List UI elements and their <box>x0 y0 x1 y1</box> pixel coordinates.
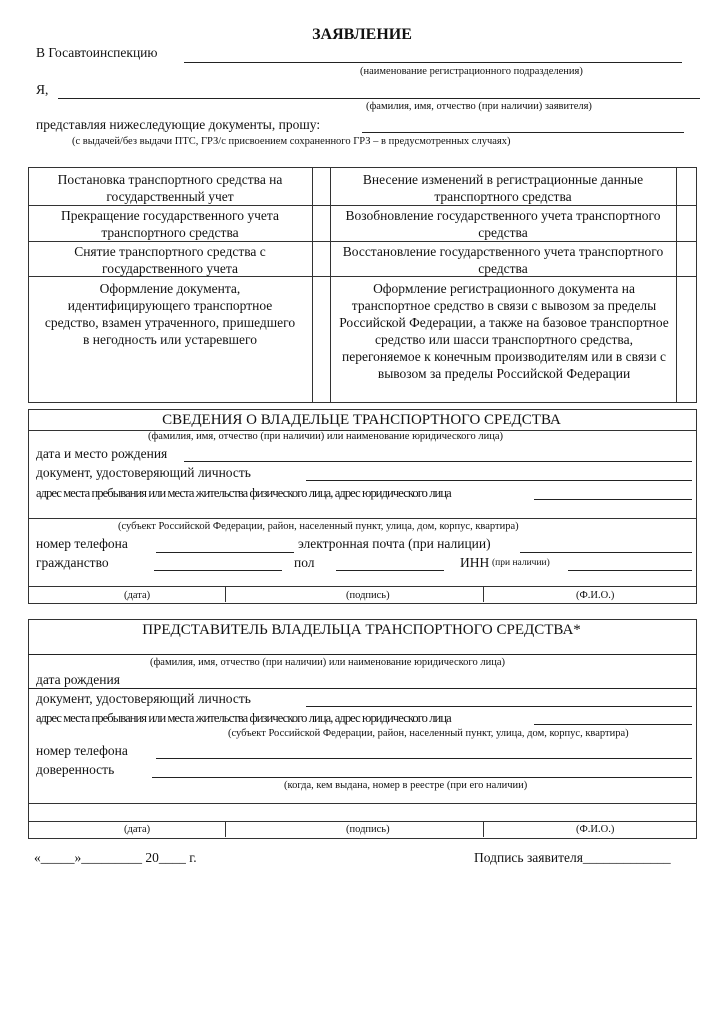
checkbox-export-document[interactable] <box>677 277 695 401</box>
date-line[interactable]: «_____»_________ 20____ г. <box>34 850 197 865</box>
rep-sig-fio: (Ф.И.О.) <box>576 824 615 835</box>
owner-birth-label: дата и место рождения <box>36 446 168 461</box>
applicant-signature[interactable]: Подпись заявителя_____________ <box>474 850 671 865</box>
rep-address-field[interactable] <box>534 724 692 725</box>
owner-name-hint: (фамилия, имя, отчество (при наличии) или наименование юридического лица) <box>148 431 503 442</box>
rep-birth-field[interactable] <box>28 688 697 689</box>
owner-sig-date: (дата) <box>124 590 151 601</box>
checkbox-changes[interactable] <box>677 168 695 205</box>
rep-id-field[interactable] <box>306 706 692 707</box>
rep-birth-label: дата рождения <box>36 672 120 687</box>
rep-address-label: адрес места пребывания или места жительства физического лица, адрес юридического лица <box>36 711 451 725</box>
option-changes: Внесение изменений в регистрационные данные транспортного средства <box>362 172 644 204</box>
checkbox-registration[interactable] <box>313 168 330 205</box>
owner-address-label: адрес места пребывания или места жительства физического лица, адрес юридического лица <box>36 486 451 500</box>
owner-id-label: документ, удостоверяющий личность <box>36 465 251 480</box>
owner-inn-hint: (при наличии) <box>492 558 550 568</box>
to-field[interactable] <box>184 62 682 63</box>
owner-address-field[interactable] <box>534 499 692 500</box>
option-registration: Постановка транспортного средства на государственный учет <box>57 172 283 204</box>
option-renewal: Возобновление государственного учета транспортного средства <box>345 208 661 240</box>
checkbox-renewal[interactable] <box>677 206 695 241</box>
checkbox-id-document[interactable] <box>313 277 330 401</box>
request-hint: (с выдачей/без выдачи ПТС, ГРЗ/с присвоением сохраненного ГРЗ – в предусмотренных случаях) <box>72 136 511 147</box>
owner-title: СВЕДЕНИЯ О ВЛАДЕЛЬЦЕ ТРАНСПОРТНОГО СРЕДСТВА <box>162 412 561 428</box>
owner-inn-label: ИНН <box>460 555 490 570</box>
checkbox-termination[interactable] <box>313 206 330 241</box>
option-export-document: Оформление регистрационного документа на транспортное средство в связи с вывозом за пределы Российской Федерации, а также на базовое транспортное средство или шасси транспортного средства, перегоняемое к конечным производителям или в связи с вывозом за пределы Российской Федерации <box>339 281 669 381</box>
owner-sex-label: пол <box>294 555 315 570</box>
owner-address-hint: (субъект Российской Федерации, район, населенный пункт, улица, дом, корпус, квартира) <box>118 521 519 532</box>
request-label: представляя нижеследующие документы, прошу: <box>36 117 321 132</box>
to-hint: (наименование регистрационного подразделения) <box>360 66 583 77</box>
form-title: ЗАЯВЛЕНИЕ <box>312 26 412 43</box>
owner-inn-field[interactable] <box>568 570 692 571</box>
option-id-document: Оформление документа, идентифицирующего транспортное средство, взамен утраченного, пришедшего в негодность или устаревшего <box>44 281 296 347</box>
to-label: В Госавтоинспекцию <box>36 45 158 60</box>
rep-sig-date: (дата) <box>124 824 151 835</box>
owner-citizenship-field[interactable] <box>154 570 282 571</box>
owner-email-field[interactable] <box>520 552 692 553</box>
option-deregistration: Снятие транспортного средства с государственного учета <box>74 244 266 276</box>
rep-name-hint: (фамилия, имя, отчество (при наличии) или наименование юридического лица) <box>150 657 505 668</box>
rep-poa-label: доверенность <box>36 762 115 777</box>
owner-sig-sign: (подпись) <box>346 590 390 601</box>
option-termination: Прекращение государственного учета транспортного средства <box>61 208 279 240</box>
rep-sig-sign: (подпись) <box>346 824 390 835</box>
rep-id-label: документ, удостоверяющий личность <box>36 691 251 706</box>
rep-address-hint: (субъект Российской Федерации, район, населенный пункт, улица, дом, корпус, квартира) <box>228 728 629 739</box>
ya-hint: (фамилия, имя, отчество (при наличии) заявителя) <box>366 101 592 112</box>
rep-poa-field[interactable] <box>152 777 692 778</box>
owner-email-label: электронная почта (при налиции) <box>298 536 491 551</box>
rep-name-field[interactable] <box>28 654 697 655</box>
checkbox-restoration[interactable] <box>677 242 695 276</box>
rep-phone-label: номер телефона <box>36 743 128 758</box>
owner-phone-field[interactable] <box>156 552 294 553</box>
rep-title: ПРЕДСТАВИТЕЛЬ ВЛАДЕЛЬЦА ТРАНСПОРТНОГО СРЕДСТВА* <box>142 622 581 638</box>
owner-citizenship-label: гражданство <box>36 555 109 570</box>
request-field[interactable] <box>362 132 684 133</box>
ya-label: Я, <box>36 82 49 97</box>
rep-poa-hint: (когда, кем выдана, номер в реестре (при его наличии) <box>284 780 528 791</box>
owner-id-field[interactable] <box>306 480 692 481</box>
owner-phone-label: номер телефона <box>36 536 128 551</box>
owner-sex-field[interactable] <box>336 570 444 571</box>
ya-field[interactable] <box>58 98 700 99</box>
owner-sig-fio: (Ф.И.О.) <box>576 590 615 601</box>
checkbox-deregistration[interactable] <box>313 242 330 276</box>
rep-phone-field[interactable] <box>156 758 692 759</box>
option-restoration: Восстановление государственного учета транспортного средства <box>342 244 664 276</box>
owner-birth-field[interactable] <box>184 461 692 462</box>
